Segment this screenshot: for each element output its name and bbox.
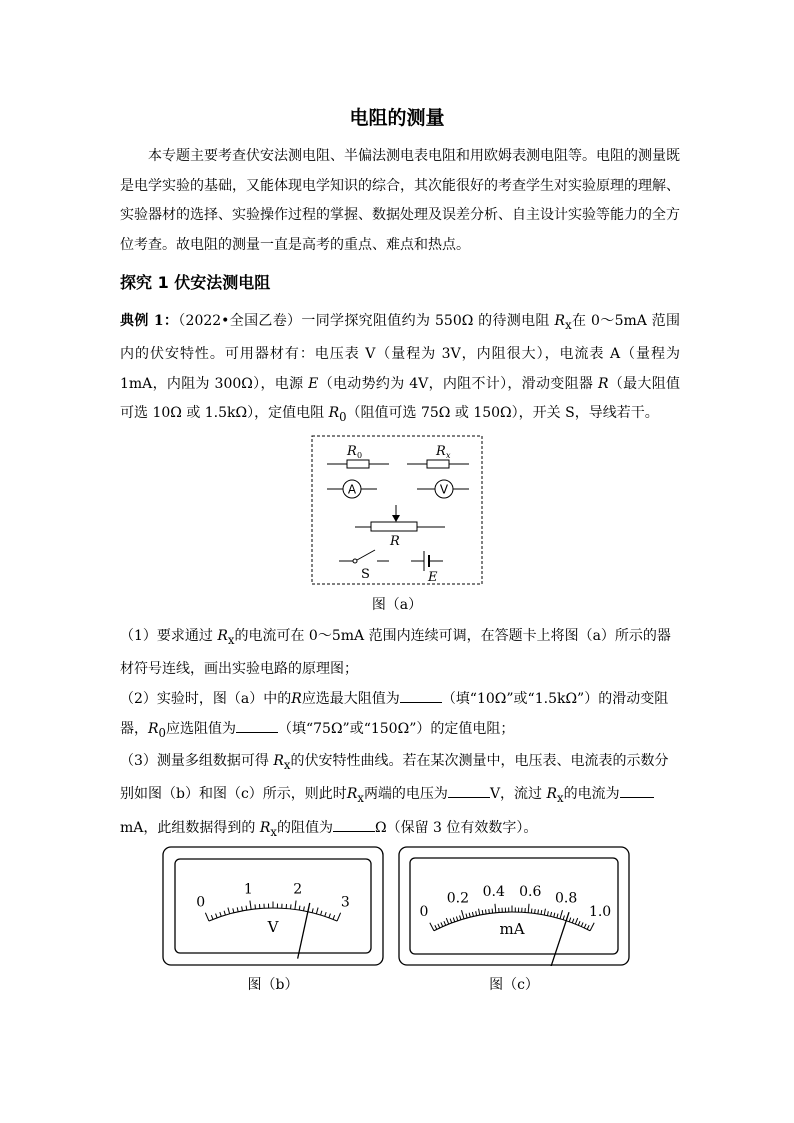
scale-tick [233,908,234,912]
q3-symbol-rx-sub-4: x [270,824,277,839]
scale-tick [547,911,548,915]
q3-text-d: V，流过 [489,786,547,803]
symbol-r0-sub: 0 [339,410,347,425]
scale-tick [441,922,443,926]
scale-tick [528,904,529,913]
q3-answer-blank-voltage[interactable] [448,783,490,798]
scale-tick [485,910,486,914]
scale-tick [541,910,542,914]
scale-tick [560,910,563,919]
q3-symbol-rx-1: R [273,753,284,769]
scale-tick [295,901,296,910]
q3-symbol-rx-2: R [346,786,358,803]
q2-symbol-r0: R [148,720,159,737]
figure-c-caption: 图（c） [489,977,539,993]
scale-label: 3 [340,894,350,911]
q3-text-c: 两端的电压为 [363,786,448,803]
scale-tick [435,925,437,929]
example-text-3: （电动势约为 4V，内阻不计），滑动变阻器 [318,375,598,392]
scale-tick [581,922,583,926]
scale-tick [479,909,480,915]
scale-tick [329,914,331,918]
milliammeter-needle [551,912,569,966]
symbol-e: E [308,375,319,392]
intro-paragraph: 本专题主要考查伏安法测电阻、半偏法测电表电阻和用欧姆表测电阻等。电阻的测量既是电学实验的基础，又能体现电学知识的综合，其次能很好的考查学生对实验原理的理解、实验器材的选择、实验操作过程的掌握、数据处理及误差分析、自主设计实验等能力的全方位考查。故电阻的测量一直是高考的重点、难点和热点。 [120,148,680,253]
scale-label: 2 [293,881,303,898]
ammeter-symbol [327,480,377,498]
scale-tick [325,912,326,916]
scale-tick [228,908,230,914]
scale-tick [456,916,457,920]
q3-text-e: 的电流为 [563,786,620,803]
scale-tick [492,909,493,913]
q2-text-b: 应选最大阻值为 [301,691,400,707]
scale-tick [438,924,440,928]
scale-tick [531,909,532,913]
scale-tick [304,906,305,910]
scale-tick [453,918,454,922]
section-heading: 探究 1 伏安法测电阻 [120,273,271,292]
scale-tick [316,908,318,914]
scale-tick [321,911,322,915]
r0-sub-label: 0 [357,451,363,460]
scale-tick [469,913,470,917]
scale-tick [584,924,586,928]
q3-text-f: mA，此组数据得到的 [120,819,260,836]
scale-tick [250,901,251,910]
switch-symbol [339,550,389,582]
scale-tick [495,904,496,913]
rx-sub-label: x [446,451,451,460]
symbol-rx: R [554,313,566,329]
q3-text-a: （3）测量多组数据可得 [120,753,274,769]
scale-tick [578,921,580,925]
scale-label: 0 [196,894,206,911]
scale-tick [211,915,213,919]
voltmeter-unit: V [267,918,279,936]
scale-tick [430,923,434,931]
q2-text-a: （2）实验时，图（a）中的 [120,691,292,707]
scale-tick [446,918,448,924]
scale-tick [587,925,589,929]
scale-tick [216,914,218,918]
scale-label: 1.0 [588,904,612,921]
q2-answer-blank-1[interactable] [400,688,442,703]
q1-symbol-rx: R [217,628,228,644]
q3-text-h: Ω（保留 3 位有效数字）。 [374,819,538,836]
scale-tick [299,906,300,910]
q2-text-d: 应选阻值为 [165,720,236,737]
q2-text-c: （填“10Ω”或“1.5kΩ”）的滑动变阻器， [120,691,669,737]
scale-tick [569,918,570,922]
figure-a-components [311,435,483,585]
figure-b-caption: 图（b） [247,977,299,993]
q1-text-a: （1）要求通过 [120,628,218,644]
q3-symbol-rx-3: R [546,786,558,803]
example-paragraph [120,307,680,433]
scale-tick [557,914,558,918]
scale-tick [489,909,490,913]
q2-answer-blank-2[interactable] [236,718,278,733]
scale-tick [538,910,539,914]
scale-tick [572,919,574,923]
scale-tick [242,906,243,910]
example-text-5: （阻值可选 75Ω 或 150Ω），开关 S，导线若干。 [346,405,659,422]
rheostat-label: R [390,534,400,549]
question-2 [120,685,680,748]
battery-symbol [411,551,443,585]
q2-symbol-r0-sub: 0 [158,725,166,740]
scale-tick [450,919,452,923]
rheostat-symbol [355,505,445,549]
q3-symbol-rx-sub-1: x [283,757,291,772]
figure-c-milliammeter [398,846,630,966]
q2-text-e: （填“75Ω”或“150Ω”）的定值电阻； [277,720,515,737]
q3-symbol-rx-sub-2: x [357,791,364,806]
question-3 [120,747,680,847]
q3-text-g: 的阻值为 [276,819,333,836]
scale-label: 0.8 [554,890,578,907]
scale-tick [333,915,335,919]
scale-tick [237,907,238,911]
q3-answer-blank-current[interactable] [620,783,654,798]
battery-label: E [428,570,438,585]
scale-tick [312,908,313,912]
scale-label: 0.4 [482,883,505,900]
q3-symbol-rx-4: R [259,819,271,836]
example-label: 典例 1： [120,313,179,329]
example-text-4: （最大阻值可选 10Ω 或 1.5kΩ），定值电阻 [120,375,681,422]
symbol-rx-sub: x [565,317,572,332]
voltmeter-symbol [417,480,469,498]
scale-tick [590,923,594,931]
scale-tick [460,915,461,919]
rx-label: R [436,444,446,459]
switch-label: S [361,567,370,582]
scale-tick [224,911,225,915]
scale-tick [476,911,477,915]
milliammeter-scale-labels [419,884,611,920]
symbol-r0: R [328,405,340,422]
scale-tick [337,913,341,921]
milliammeter-unit: mA [499,920,525,938]
scale-label: 0.6 [519,883,542,900]
figure-b-voltmeter [162,846,384,966]
scale-tick [466,914,467,918]
resistor-rx-symbol [407,444,469,468]
scale-label: 0.2 [446,890,470,907]
q1-text-b: 的电流可在 0～5mA 范围内连续可调，在答题卡上将图（a）所示的器材符号连线，画出实验电路的原理图； [120,628,671,678]
ammeter-label: A [347,482,357,497]
scale-tick [544,909,545,915]
scale-label: 0 [419,904,429,921]
scale-tick [563,915,564,919]
scale-tick [575,918,577,924]
figure-a-caption: 图（a） [371,597,423,613]
q3-answer-blank-resistance[interactable] [333,817,375,832]
r0-label: R [347,444,357,459]
scale-tick [444,921,446,925]
question-1 [120,622,680,685]
scale-tick [554,913,555,917]
q2-symbol-r: R [291,691,302,707]
scale-tick [220,912,221,916]
resistor-r0-symbol [327,444,389,468]
scale-tick [535,909,536,913]
q3-text-b: 的伏安特性曲线。若在某次测量中，电压表、电流表的示数分别如图（b）和图（c）所示，则此时 [120,753,669,803]
q1-symbol-rx-sub: x [227,632,235,647]
scale-tick [551,912,552,916]
voltmeter-label: V [439,482,449,497]
scale-tick [462,910,465,919]
scale-tick [472,912,473,916]
scale-tick [482,910,483,914]
scale-tick [205,913,209,921]
symbol-r: R [597,375,609,392]
scale-tick [246,906,247,910]
q3-symbol-rx-sub-3: x [557,791,564,806]
scale-label: 1 [243,881,253,898]
example-text-1: （2022•全国乙卷）一同学探究阻值约为 550Ω 的待测电阻 [178,313,555,329]
page-title: 电阻的测量 [349,107,445,129]
example-text-2: 在 0～5mA 范围内的伏安特性。可用器材有：电压表 V（量程为 3V，内阻很大），电流表 A（量程为 1mA，内阻为 300Ω），电源 [120,313,680,392]
